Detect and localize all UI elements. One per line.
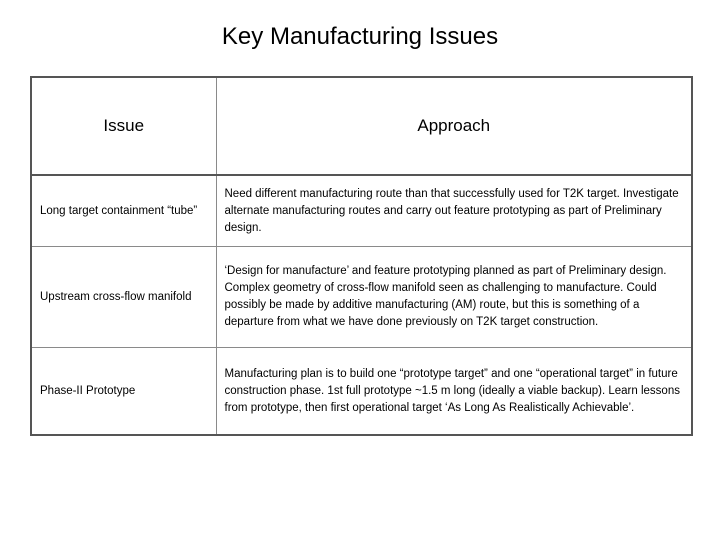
header-issue: Issue: [31, 77, 216, 175]
table-header-row: [31, 77, 692, 175]
approach-cell: Manufacturing plan is to build one “prototype target” and one “operational target” in future construction phase. 1st full prototype ~1.5 m long (ideally a viable backup). Learn lessons from prototype, then first operational target ‘As Long As Realistically Achievable’.: [216, 348, 692, 436]
approach-cell: ‘Design for manufacture’ and feature prototyping planned as part of Preliminary design. Complex geometry of cross-flow manifold seen as challenging to manufacture. Could possibly be made by additive manufacturing (AM) route, but this is something of a departure from what we have done previously on T2K target construction.: [216, 247, 692, 348]
page-title: Key Manufacturing Issues: [221, 23, 499, 50]
approach-cell: Need different manufacturing route than that successfully used for T2K target. Investigate alternate manufacturing routes and carry out feature prototyping as part of Preliminary design.: [216, 175, 692, 247]
table-row: [31, 348, 692, 436]
issues-table: [30, 76, 693, 436]
issue-cell: Upstream cross-flow manifold: [31, 247, 216, 348]
issue-cell: Phase-II Prototype: [31, 348, 216, 436]
issue-cell: Long target containment “tube”: [31, 175, 216, 247]
table-row: [31, 175, 692, 247]
table-row: [31, 247, 692, 348]
header-approach: Approach: [216, 77, 692, 175]
